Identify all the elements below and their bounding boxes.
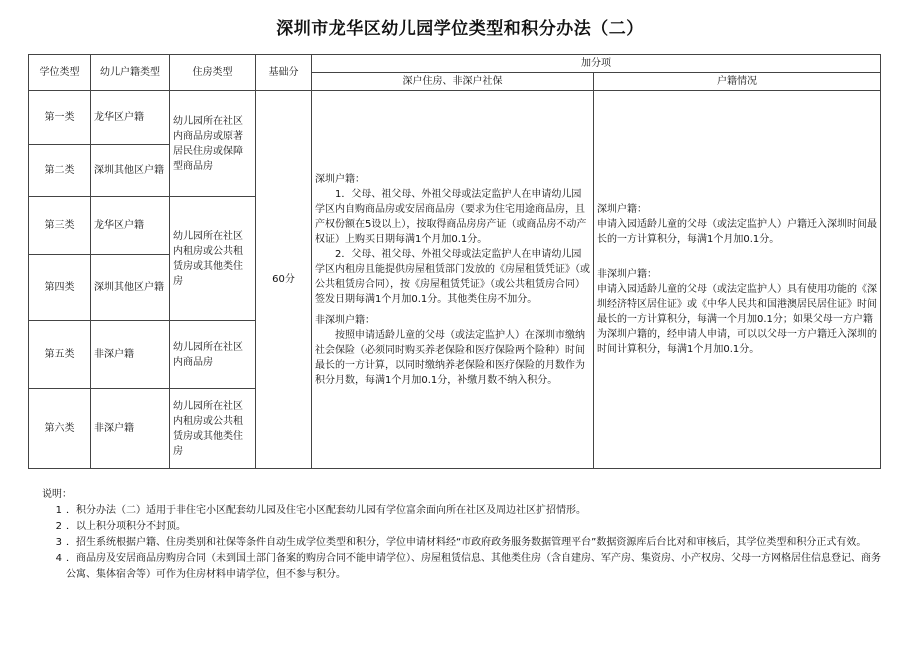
header-bonus-hukou: 户籍情况	[594, 73, 881, 91]
header-row-1	[29, 55, 881, 73]
notes-heading: 说明：	[42, 489, 72, 500]
header-bonus: 加分项	[312, 55, 881, 73]
bonus-hukou-sz-p1: 申请入园适龄儿童的父母（或法定监护人）户籍迁入深圳时间最长的一方计算积分，每满1个月加0.1分。	[597, 219, 877, 245]
bonus-housing-sz-title: 深圳户籍：	[315, 173, 365, 185]
notes-section	[42, 487, 882, 583]
hukou-cell: 非深户籍	[91, 321, 170, 389]
hukou-cell: 非深户籍	[91, 389, 170, 469]
hukou-cell: 深圳其他区户籍	[91, 145, 170, 197]
housing-cell: 幼儿园所在社区内商品房或原著居民住房或保障型商品房	[170, 91, 256, 197]
type-cell: 第二类	[29, 145, 91, 197]
hukou-cell: 龙华区户籍	[91, 197, 170, 255]
points-table	[28, 54, 881, 469]
table-row	[29, 91, 881, 145]
bonus-housing-cell	[312, 91, 594, 469]
note-number: 3	[55, 537, 62, 548]
type-cell: 第一类	[29, 91, 91, 145]
header-hukou: 幼儿户籍类型	[91, 55, 170, 91]
hukou-cell: 深圳其他区户籍	[91, 255, 170, 321]
housing-cell: 幼儿园所在社区内租房或公共租赁房或其他类住房	[170, 197, 256, 321]
type-cell: 第四类	[29, 255, 91, 321]
note-text: ．商品房及安居商品房购房合同（未到国土部门备案的购房合同不能申请学位）、房屋租赁信息、其他类住房（含自建房、军产房、集资房、小产权房、父母一方网格居住信息登记、商务公寓、集体宿舍等）可作为住房材料申请学位，但不参与积分。	[66, 553, 881, 580]
note-number: 1	[55, 505, 62, 516]
note-text: ．招生系统根据户籍、住房类别和社保等条件自动生成学位类型和积分，学位申请材料经“市政府政务服务数据管理平台”数据资源库后台比对和审核后，其学位类型和积分正式有效。	[66, 537, 867, 548]
bonus-housing-nsz-p1: 按照申请适龄儿童的父母（或法定监护人）在深圳市缴纳社会保险（必须同时购买养老保险和医疗保险两个险种）时间最长的一方计算，以同时缴纳养老保险和医疗保险的月数作为积分月数，每满1个月加0.1分，补缴月数不纳入积分。	[315, 329, 585, 386]
bonus-housing-sz-p2: 2．父母、祖父母、外祖父母或法定监护人在申请幼儿园学区内租房且能提供房屋租赁部门发放的《房屋租赁凭证》（或公共租赁房合同），按《房屋租赁凭证》（或公共租赁房合同）签发日期每满1个月加0.1分。其他类住房不加分。	[315, 248, 590, 305]
bonus-housing-sz-p1: 1．父母、祖父母、外祖父母或法定监护人在申请幼儿园学区内自购商品房或安居商品房（要求为住宅用途商品房，且产权份额在5设以上），按取得商品房房产证（或商品房不动产权证）上购买日期每满1个月加0.1分。	[315, 188, 587, 245]
housing-cell: 幼儿园所在社区内租房或公共租赁房或其他类住房	[170, 389, 256, 469]
bonus-hukou-sz-title: 深圳户籍：	[597, 204, 647, 215]
header-base-score: 基础分	[256, 55, 312, 91]
note-text: ．积分办法（二）适用于非住宅小区配套幼儿园及住宅小区配套幼儿园有学位富余面向所在社区及周边社区扩招情形。	[66, 505, 586, 516]
bonus-hukou-cell	[594, 91, 881, 469]
note-item	[42, 503, 882, 519]
type-cell: 第六类	[29, 389, 91, 469]
bonus-hukou-nsz-title: 非深圳户籍：	[597, 269, 657, 280]
note-item	[42, 535, 882, 551]
note-number: 4	[55, 553, 62, 564]
housing-cell: 幼儿园所在社区内商品房	[170, 321, 256, 389]
type-cell: 第五类	[29, 321, 91, 389]
header-housing: 住房类型	[170, 55, 256, 91]
type-cell: 第三类	[29, 197, 91, 255]
bonus-housing-nsz-title: 非深圳户籍：	[315, 314, 375, 326]
page-title: 深圳市龙华区幼儿园学位类型和积分办法（二）	[276, 19, 644, 39]
hukou-cell: 龙华区户籍	[91, 91, 170, 145]
note-item	[42, 551, 882, 583]
note-item	[42, 519, 882, 535]
header-bonus-housing: 深户住房、非深户社保	[312, 73, 594, 91]
header-type: 学位类型	[29, 55, 91, 91]
base-score-cell: 60分	[256, 91, 312, 469]
note-number: 2	[55, 521, 62, 532]
note-text: ．以上积分项积分不封顶。	[66, 521, 186, 532]
bonus-hukou-nsz-p1: 申请入园适龄儿童的父母（或法定监护人）具有使用功能的《深圳经济特区居住证》或《中华人民共和国港澳居民居住证》时间最长的一方计算积分，每满一个月加0.1分；如果父母一方户籍为深圳户籍的，经申请人申请，可以以父母一方户籍迁入深圳的时间计算积分，每满1个月加0.1分。	[597, 284, 877, 355]
